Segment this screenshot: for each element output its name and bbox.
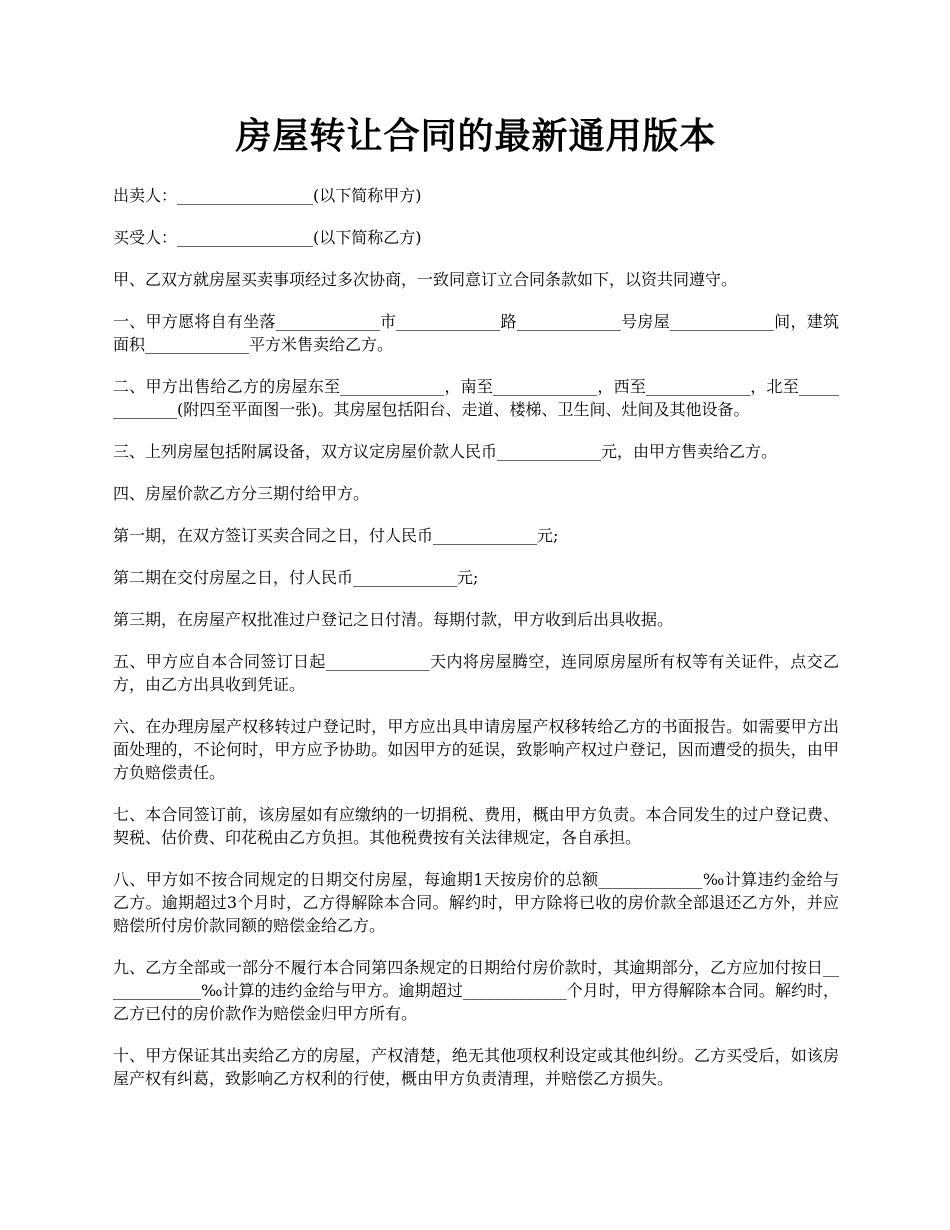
clause-6: 六、在办理房屋产权移转过户登记时，甲方应出具申请房屋产权移转给乙方的书面报告。如需要甲方出面处理的，不论何时，甲方应予协助。如因甲方的延误，致影响产权过户登记，因而遭受的损失，由甲方负赔偿责任。 [113,717,839,782]
payment-phase-2: 第二期在交付房屋之日，付人民币_____________元; [113,568,479,587]
clause-9: 九、乙方全部或一部分不履行本合同第四条规定的日期给付房价款时，其逾期部分，乙方应加付按日_____________‰计算的违约金给与甲方。逾期超过_____________个月时，甲方得解除本合同。解约时，乙方已付的房价款作为赔偿金归甲方所有。 [113,958,839,1023]
clause-8: 八、甲方如不按合同规定的日期交付房屋，每逾期1天按房价的总额_____________‰计算违约金给与乙方。逾期超过3个月时，乙方得解除本合同。解约时，甲方除将已收的房价款全部退还乙方外，并应赔偿所付房价款同额的赔偿金给乙方。 [113,870,839,935]
buyer-line: 买受人：_________________(以下简称乙方) [113,228,422,247]
clause-4: 四、房屋价款乙方分三期付给甲方。 [113,484,370,503]
payment-phase-3: 第三期，在房屋产权批准过户登记之日付清。每期付款，甲方收到后出具收据。 [113,610,674,629]
seller-line: 出卖人：_________________(以下简称甲方) [113,186,422,205]
document-page [113,110,839,1109]
clause-7: 七、本合同签订前，该房屋如有应缴纳的一切捐税、费用，概由甲方负责。本合同发生的过户登记费、契税、估价费、印花税由乙方负担。其他税费按有关法律规定，各自承担。 [113,805,839,847]
clause-5: 五、甲方应自本合同签订日起_____________天内将房屋腾空，连同原房屋所有权等有关证件，点交乙方，由乙方出具收到凭证。 [113,652,839,694]
payment-phase-1: 第一期，在双方签订买卖合同之日，付人民币_____________元; [113,526,559,545]
clause-2: 二、甲方出售给乙方的房屋东至_____________，南至_____________，西至_____________，北至_____________(附四至平面图一张)。其房屋包括阳台、走道、楼梯、卫生间、灶间及其他设备。 [113,377,839,419]
document-title: 房屋转让合同的最新通用版本 [235,115,717,157]
clause-3: 三、上列房屋包括附属设备，双方议定房屋价款人民币_____________元，由甲方售卖给乙方。 [113,442,778,461]
clause-1: 一、甲方愿将自有坐落_____________市_____________路_____________号房屋_____________间，建筑面积_____________平方米售卖给乙方。 [113,312,839,354]
clause-10: 十、甲方保证其出卖给乙方的房屋，产权清楚，绝无其他项权利设定或其他纠纷。乙方买受后，如该房屋产权有纠葛，致影响乙方权利的行使，概由甲方负责清理，并赔偿乙方损失。 [113,1046,839,1088]
preamble-paragraph: 甲、乙双方就房屋买卖事项经过多次协商，一致同意订立合同条款如下，以资共同遵守。 [113,270,738,289]
